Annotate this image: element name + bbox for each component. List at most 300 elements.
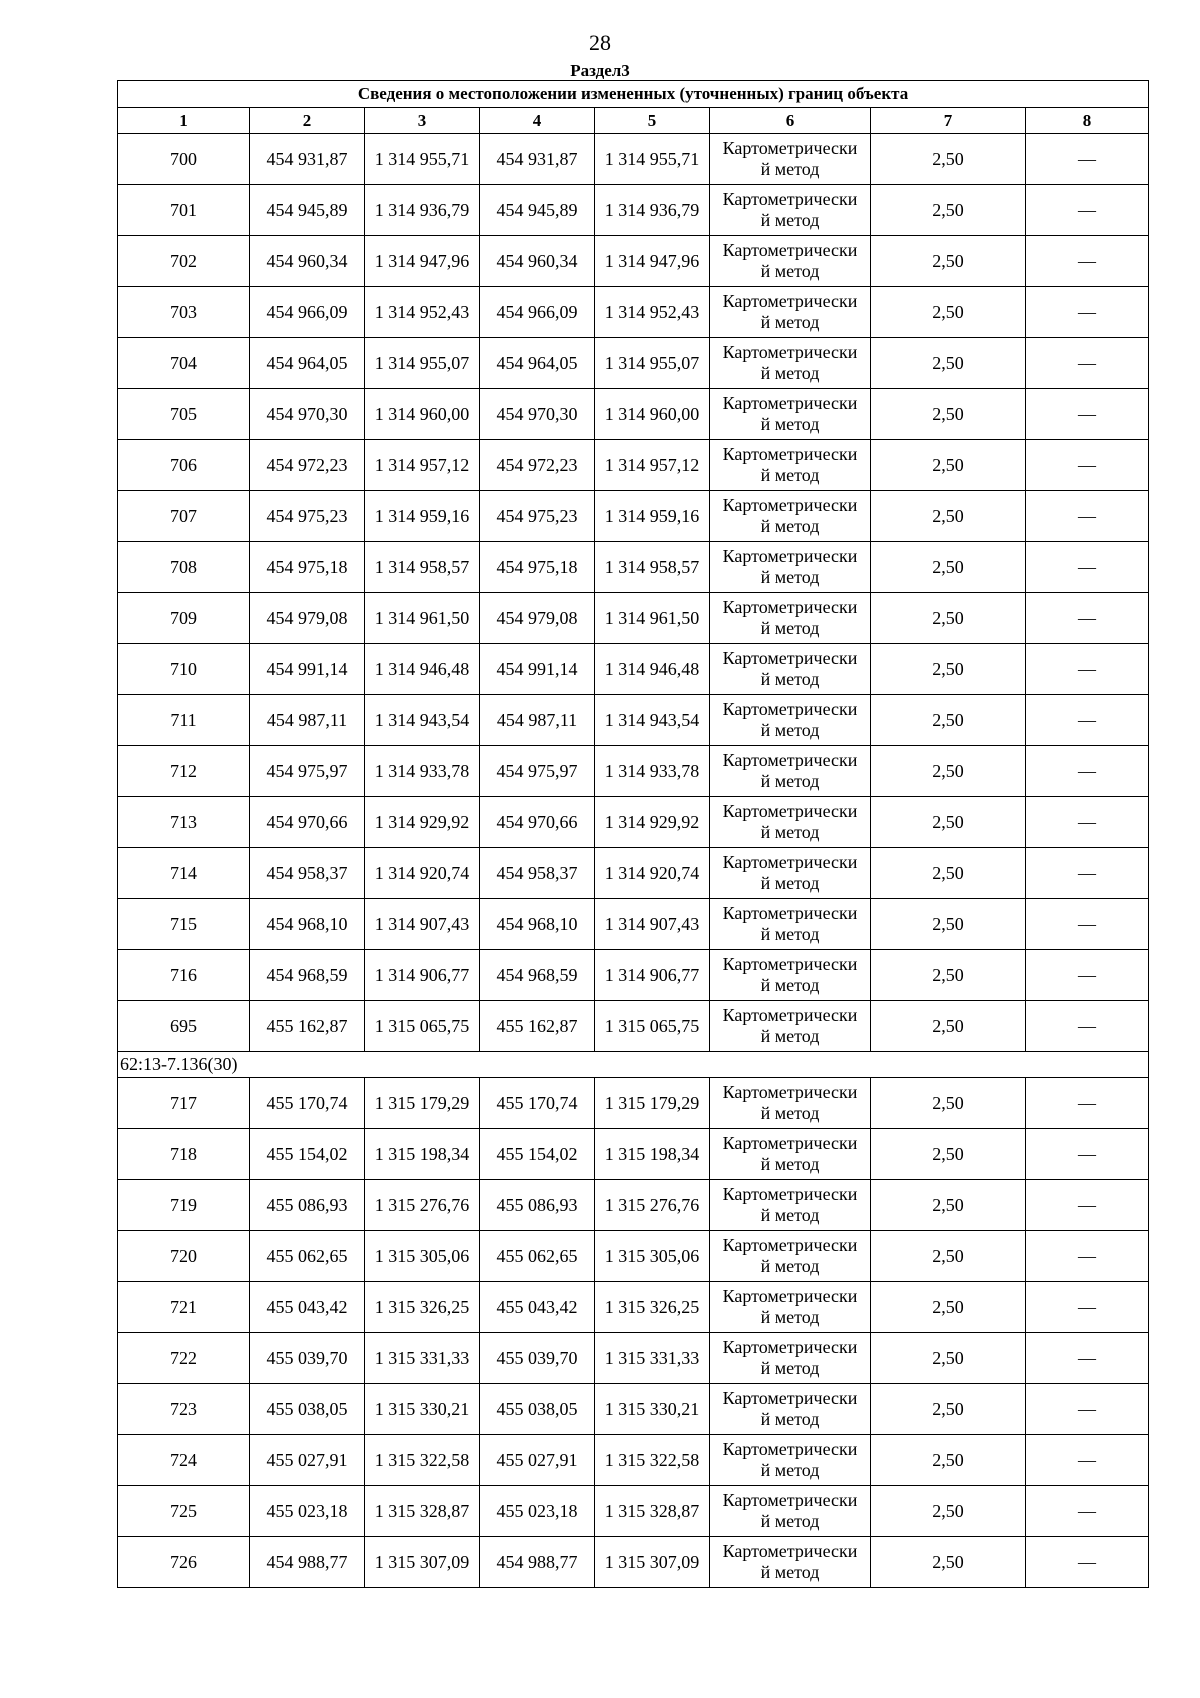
method-text-line: й метод — [760, 516, 820, 536]
x-old-cell: 455 062,65 — [250, 1231, 365, 1282]
method-cell — [710, 185, 871, 236]
point-number-cell: 716 — [118, 950, 250, 1001]
y-old-cell: 1 314 947,96 — [365, 236, 480, 287]
point-number-cell: 714 — [118, 848, 250, 899]
y-old-cell: 1 314 933,78 — [365, 746, 480, 797]
accuracy-cell: 2,50 — [871, 1537, 1026, 1588]
point-number-cell: 702 — [118, 236, 250, 287]
method-cell — [710, 287, 871, 338]
method-text-line: й метод — [760, 669, 820, 689]
point-number-cell: 717 — [118, 1078, 250, 1129]
column-number: 4 — [480, 108, 595, 134]
accuracy-cell: 2,50 — [871, 1435, 1026, 1486]
point-number-cell: 722 — [118, 1333, 250, 1384]
method-text-line: й метод — [760, 1256, 820, 1276]
y-old-cell: 1 315 331,33 — [365, 1333, 480, 1384]
description-cell: — — [1026, 1435, 1149, 1486]
x-new-cell: 454 987,11 — [480, 695, 595, 746]
x-old-cell: 454 964,05 — [250, 338, 365, 389]
x-new-cell: 455 043,42 — [480, 1282, 595, 1333]
y-new-cell: 1 315 326,25 — [595, 1282, 710, 1333]
x-old-cell: 454 979,08 — [250, 593, 365, 644]
x-old-cell: 454 975,23 — [250, 491, 365, 542]
y-old-cell: 1 314 920,74 — [365, 848, 480, 899]
method-text-line: Картометрически — [722, 1286, 858, 1306]
y-old-cell: 1 315 276,76 — [365, 1180, 480, 1231]
x-old-cell: 454 975,97 — [250, 746, 365, 797]
method-cell — [710, 1537, 871, 1588]
point-number-cell: 701 — [118, 185, 250, 236]
method-text-line: Картометрически — [722, 954, 858, 974]
table-row — [118, 134, 1149, 185]
point-number-cell: 710 — [118, 644, 250, 695]
y-new-cell: 1 314 952,43 — [595, 287, 710, 338]
point-number-cell: 707 — [118, 491, 250, 542]
method-text-line: Картометрически — [722, 1005, 858, 1025]
table-row — [118, 950, 1149, 1001]
column-number: 2 — [250, 108, 365, 134]
y-new-cell: 1 315 065,75 — [595, 1001, 710, 1052]
method-text-line: й метод — [760, 1154, 820, 1174]
y-new-cell: 1 314 929,92 — [595, 797, 710, 848]
table-row — [118, 1180, 1149, 1231]
table-row — [118, 695, 1149, 746]
table-row — [118, 542, 1149, 593]
description-cell: — — [1026, 1078, 1149, 1129]
table-row — [118, 440, 1149, 491]
accuracy-cell: 2,50 — [871, 1180, 1026, 1231]
y-old-cell: 1 315 326,25 — [365, 1282, 480, 1333]
table-row — [118, 338, 1149, 389]
x-old-cell: 454 968,10 — [250, 899, 365, 950]
accuracy-cell: 2,50 — [871, 236, 1026, 287]
accuracy-cell: 2,50 — [871, 440, 1026, 491]
x-old-cell: 454 945,89 — [250, 185, 365, 236]
x-old-cell: 454 968,59 — [250, 950, 365, 1001]
column-number: 8 — [1026, 108, 1149, 134]
table-row — [118, 1078, 1149, 1129]
description-cell: — — [1026, 1282, 1149, 1333]
table-caption: Сведения о местоположении измененных (уточненных) границ объекта — [118, 81, 1149, 108]
method-text-line: Картометрически — [722, 546, 858, 566]
description-cell: — — [1026, 746, 1149, 797]
y-new-cell: 1 314 906,77 — [595, 950, 710, 1001]
column-number: 7 — [871, 108, 1026, 134]
column-number: 5 — [595, 108, 710, 134]
method-cell — [710, 695, 871, 746]
x-old-cell: 454 931,87 — [250, 134, 365, 185]
x-new-cell: 454 991,14 — [480, 644, 595, 695]
accuracy-cell: 2,50 — [871, 134, 1026, 185]
y-new-cell: 1 314 958,57 — [595, 542, 710, 593]
description-cell: — — [1026, 797, 1149, 848]
method-text-line: й метод — [760, 1562, 820, 1582]
method-text-line: й метод — [760, 975, 820, 995]
x-old-cell: 454 966,09 — [250, 287, 365, 338]
method-text-line: Картометрически — [722, 750, 858, 770]
accuracy-cell: 2,50 — [871, 287, 1026, 338]
description-cell: — — [1026, 1537, 1149, 1588]
table-row — [118, 746, 1149, 797]
y-new-cell: 1 314 961,50 — [595, 593, 710, 644]
group-row — [118, 1052, 1149, 1078]
table-row — [118, 1333, 1149, 1384]
description-cell: — — [1026, 695, 1149, 746]
y-new-cell: 1 314 920,74 — [595, 848, 710, 899]
point-number-cell: 719 — [118, 1180, 250, 1231]
point-number-cell: 726 — [118, 1537, 250, 1588]
method-cell — [710, 797, 871, 848]
y-new-cell: 1 314 955,71 — [595, 134, 710, 185]
accuracy-cell: 2,50 — [871, 1384, 1026, 1435]
x-old-cell: 454 960,34 — [250, 236, 365, 287]
accuracy-cell: 2,50 — [871, 899, 1026, 950]
method-text-line: й метод — [760, 1358, 820, 1378]
table-row — [118, 1537, 1149, 1588]
x-new-cell: 454 975,23 — [480, 491, 595, 542]
x-old-cell: 455 027,91 — [250, 1435, 365, 1486]
x-new-cell: 454 964,05 — [480, 338, 595, 389]
y-new-cell: 1 315 307,09 — [595, 1537, 710, 1588]
y-old-cell: 1 315 179,29 — [365, 1078, 480, 1129]
point-number-cell: 723 — [118, 1384, 250, 1435]
table-row — [118, 1435, 1149, 1486]
y-new-cell: 1 314 955,07 — [595, 338, 710, 389]
method-cell — [710, 1282, 871, 1333]
y-old-cell: 1 314 906,77 — [365, 950, 480, 1001]
point-number-cell: 711 — [118, 695, 250, 746]
point-number-cell: 704 — [118, 338, 250, 389]
description-cell: — — [1026, 644, 1149, 695]
y-new-cell: 1 314 959,16 — [595, 491, 710, 542]
accuracy-cell: 2,50 — [871, 644, 1026, 695]
description-cell: — — [1026, 389, 1149, 440]
method-text-line: й метод — [760, 465, 820, 485]
method-text-line: Картометрически — [722, 852, 858, 872]
column-number: 6 — [710, 108, 871, 134]
table-row — [118, 593, 1149, 644]
method-text-line: й метод — [760, 363, 820, 383]
method-text-line: Картометрически — [722, 1388, 858, 1408]
x-new-cell: 454 958,37 — [480, 848, 595, 899]
x-new-cell: 454 972,23 — [480, 440, 595, 491]
point-number-cell: 709 — [118, 593, 250, 644]
x-new-cell: 454 970,66 — [480, 797, 595, 848]
method-text-line: Картометрически — [722, 1133, 858, 1153]
y-new-cell: 1 315 322,58 — [595, 1435, 710, 1486]
point-number-cell: 708 — [118, 542, 250, 593]
y-old-cell: 1 315 322,58 — [365, 1435, 480, 1486]
y-new-cell: 1 314 960,00 — [595, 389, 710, 440]
description-cell: — — [1026, 236, 1149, 287]
y-new-cell: 1 314 907,43 — [595, 899, 710, 950]
method-cell — [710, 746, 871, 797]
x-new-cell: 455 023,18 — [480, 1486, 595, 1537]
x-old-cell: 454 958,37 — [250, 848, 365, 899]
y-old-cell: 1 315 065,75 — [365, 1001, 480, 1052]
method-cell — [710, 1001, 871, 1052]
description-cell: — — [1026, 1333, 1149, 1384]
method-cell — [710, 1333, 871, 1384]
accuracy-cell: 2,50 — [871, 746, 1026, 797]
point-number-cell: 724 — [118, 1435, 250, 1486]
table-row — [118, 236, 1149, 287]
x-old-cell: 455 154,02 — [250, 1129, 365, 1180]
method-text-line: Картометрически — [722, 597, 858, 617]
point-number-cell: 712 — [118, 746, 250, 797]
accuracy-cell: 2,50 — [871, 389, 1026, 440]
section-title: Раздел3 — [570, 61, 630, 80]
method-text-line: й метод — [760, 924, 820, 944]
table-row — [118, 287, 1149, 338]
accuracy-cell: 2,50 — [871, 848, 1026, 899]
method-text-line: Картометрически — [722, 1184, 858, 1204]
description-cell: — — [1026, 185, 1149, 236]
method-text-line: й метод — [760, 873, 820, 893]
method-text-line: й метод — [760, 822, 820, 842]
y-old-cell: 1 314 929,92 — [365, 797, 480, 848]
method-text-line: й метод — [760, 261, 820, 281]
x-old-cell: 455 023,18 — [250, 1486, 365, 1537]
description-cell: — — [1026, 491, 1149, 542]
x-old-cell: 454 991,14 — [250, 644, 365, 695]
method-text-line: Картометрически — [722, 648, 858, 668]
accuracy-cell: 2,50 — [871, 1078, 1026, 1129]
method-text-line: й метод — [760, 414, 820, 434]
accuracy-cell: 2,50 — [871, 338, 1026, 389]
accuracy-cell: 2,50 — [871, 491, 1026, 542]
method-cell — [710, 338, 871, 389]
y-new-cell: 1 315 305,06 — [595, 1231, 710, 1282]
y-old-cell: 1 314 907,43 — [365, 899, 480, 950]
accuracy-cell: 2,50 — [871, 695, 1026, 746]
x-new-cell: 454 968,59 — [480, 950, 595, 1001]
x-new-cell: 455 039,70 — [480, 1333, 595, 1384]
method-cell — [710, 440, 871, 491]
x-old-cell: 455 038,05 — [250, 1384, 365, 1435]
column-number: 3 — [365, 108, 480, 134]
method-text-line: Картометрически — [722, 291, 858, 311]
x-old-cell: 454 972,23 — [250, 440, 365, 491]
y-old-cell: 1 315 305,06 — [365, 1231, 480, 1282]
x-old-cell: 454 987,11 — [250, 695, 365, 746]
method-cell — [710, 236, 871, 287]
x-old-cell: 455 162,87 — [250, 1001, 365, 1052]
x-old-cell: 454 970,66 — [250, 797, 365, 848]
method-text-line: Картометрически — [722, 1490, 858, 1510]
point-number-cell: 720 — [118, 1231, 250, 1282]
y-old-cell: 1 314 955,71 — [365, 134, 480, 185]
page-number: 28 — [589, 30, 611, 55]
table-row — [118, 389, 1149, 440]
x-new-cell: 455 038,05 — [480, 1384, 595, 1435]
method-text-line: й метод — [760, 159, 820, 179]
description-cell: — — [1026, 1129, 1149, 1180]
description-cell: — — [1026, 542, 1149, 593]
method-cell — [710, 1231, 871, 1282]
accuracy-cell: 2,50 — [871, 1231, 1026, 1282]
x-new-cell: 455 086,93 — [480, 1180, 595, 1231]
x-old-cell: 454 970,30 — [250, 389, 365, 440]
x-new-cell: 455 062,65 — [480, 1231, 595, 1282]
column-number: 1 — [118, 108, 250, 134]
method-text-line: Картометрически — [722, 495, 858, 515]
method-text-line: Картометрически — [722, 1439, 858, 1459]
accuracy-cell: 2,50 — [871, 1001, 1026, 1052]
description-cell: — — [1026, 1384, 1149, 1435]
accuracy-cell: 2,50 — [871, 542, 1026, 593]
table-row — [118, 491, 1149, 542]
group-label: 62:13-7.136(30) — [118, 1052, 1149, 1078]
x-old-cell: 455 170,74 — [250, 1078, 365, 1129]
method-text-line: Картометрически — [722, 240, 858, 260]
method-cell — [710, 491, 871, 542]
method-text-line: Картометрически — [722, 1235, 858, 1255]
accuracy-cell: 2,50 — [871, 1486, 1026, 1537]
description-cell: — — [1026, 1001, 1149, 1052]
table-row — [118, 1231, 1149, 1282]
point-number-cell: 695 — [118, 1001, 250, 1052]
x-old-cell: 455 039,70 — [250, 1333, 365, 1384]
method-cell — [710, 950, 871, 1001]
description-cell: — — [1026, 1180, 1149, 1231]
point-number-cell: 703 — [118, 287, 250, 338]
y-new-cell: 1 315 331,33 — [595, 1333, 710, 1384]
description-cell: — — [1026, 848, 1149, 899]
method-cell — [710, 1180, 871, 1231]
table-row — [118, 797, 1149, 848]
y-old-cell: 1 314 960,00 — [365, 389, 480, 440]
method-cell — [710, 1129, 871, 1180]
x-new-cell: 454 975,97 — [480, 746, 595, 797]
point-number-cell: 705 — [118, 389, 250, 440]
method-text-line: й метод — [760, 1511, 820, 1531]
x-new-cell: 454 960,34 — [480, 236, 595, 287]
point-number-cell: 706 — [118, 440, 250, 491]
method-text-line: й метод — [760, 1409, 820, 1429]
y-old-cell: 1 314 936,79 — [365, 185, 480, 236]
description-cell: — — [1026, 899, 1149, 950]
point-number-cell: 725 — [118, 1486, 250, 1537]
x-new-cell: 455 162,87 — [480, 1001, 595, 1052]
y-new-cell: 1 315 328,87 — [595, 1486, 710, 1537]
point-number-cell: 700 — [118, 134, 250, 185]
description-cell: — — [1026, 593, 1149, 644]
y-old-cell: 1 315 307,09 — [365, 1537, 480, 1588]
method-text-line: й метод — [760, 720, 820, 740]
point-number-cell: 721 — [118, 1282, 250, 1333]
x-new-cell: 454 988,77 — [480, 1537, 595, 1588]
method-text-line: Картометрически — [722, 342, 858, 362]
method-text-line: й метод — [760, 1205, 820, 1225]
y-old-cell: 1 314 943,54 — [365, 695, 480, 746]
coordinates-table — [117, 80, 1149, 1588]
method-cell — [710, 644, 871, 695]
table-row — [118, 1486, 1149, 1537]
accuracy-cell: 2,50 — [871, 185, 1026, 236]
x-new-cell: 454 968,10 — [480, 899, 595, 950]
x-old-cell: 455 086,93 — [250, 1180, 365, 1231]
x-new-cell: 455 170,74 — [480, 1078, 595, 1129]
x-old-cell: 455 043,42 — [250, 1282, 365, 1333]
method-text-line: Картометрически — [722, 699, 858, 719]
method-text-line: Картометрически — [722, 189, 858, 209]
accuracy-cell: 2,50 — [871, 593, 1026, 644]
table-caption-row — [118, 81, 1149, 108]
accuracy-cell: 2,50 — [871, 1282, 1026, 1333]
table-row — [118, 1384, 1149, 1435]
method-cell — [710, 1078, 871, 1129]
method-text-line: й метод — [760, 210, 820, 230]
method-cell — [710, 848, 871, 899]
x-new-cell: 454 975,18 — [480, 542, 595, 593]
method-text-line: Картометрически — [722, 138, 858, 158]
x-new-cell: 454 966,09 — [480, 287, 595, 338]
y-old-cell: 1 314 952,43 — [365, 287, 480, 338]
table-row — [118, 848, 1149, 899]
y-old-cell: 1 314 955,07 — [365, 338, 480, 389]
description-cell: — — [1026, 134, 1149, 185]
x-new-cell: 455 154,02 — [480, 1129, 595, 1180]
x-old-cell: 454 975,18 — [250, 542, 365, 593]
y-new-cell: 1 315 276,76 — [595, 1180, 710, 1231]
method-text-line: й метод — [760, 1307, 820, 1327]
method-text-line: Картометрически — [722, 903, 858, 923]
y-old-cell: 1 315 328,87 — [365, 1486, 480, 1537]
method-cell — [710, 1486, 871, 1537]
table-row — [118, 644, 1149, 695]
y-old-cell: 1 314 961,50 — [365, 593, 480, 644]
description-cell: — — [1026, 338, 1149, 389]
method-text-line: Картометрически — [722, 393, 858, 413]
accuracy-cell: 2,50 — [871, 950, 1026, 1001]
table-row — [118, 1129, 1149, 1180]
method-text-line: й метод — [760, 1103, 820, 1123]
table-row — [118, 1282, 1149, 1333]
column-number-row — [118, 108, 1149, 134]
y-new-cell: 1 314 936,79 — [595, 185, 710, 236]
y-new-cell: 1 315 179,29 — [595, 1078, 710, 1129]
description-cell: — — [1026, 440, 1149, 491]
accuracy-cell: 2,50 — [871, 1129, 1026, 1180]
method-cell — [710, 134, 871, 185]
x-new-cell: 454 970,30 — [480, 389, 595, 440]
table-row — [118, 185, 1149, 236]
x-old-cell: 454 988,77 — [250, 1537, 365, 1588]
y-new-cell: 1 314 943,54 — [595, 695, 710, 746]
x-new-cell: 454 945,89 — [480, 185, 595, 236]
y-new-cell: 1 314 946,48 — [595, 644, 710, 695]
y-old-cell: 1 314 957,12 — [365, 440, 480, 491]
method-cell — [710, 899, 871, 950]
description-cell: — — [1026, 1231, 1149, 1282]
y-old-cell: 1 315 198,34 — [365, 1129, 480, 1180]
method-text-line: Картометрически — [722, 801, 858, 821]
x-new-cell: 454 979,08 — [480, 593, 595, 644]
method-text-line: Картометрически — [722, 1541, 858, 1561]
y-old-cell: 1 315 330,21 — [365, 1384, 480, 1435]
point-number-cell: 713 — [118, 797, 250, 848]
description-cell: — — [1026, 1486, 1149, 1537]
method-text-line: Картометрически — [722, 1337, 858, 1357]
method-cell — [710, 542, 871, 593]
x-new-cell: 454 931,87 — [480, 134, 595, 185]
method-text-line: й метод — [760, 618, 820, 638]
description-cell: — — [1026, 287, 1149, 338]
method-text-line: Картометрически — [722, 444, 858, 464]
accuracy-cell: 2,50 — [871, 797, 1026, 848]
method-cell — [710, 1435, 871, 1486]
